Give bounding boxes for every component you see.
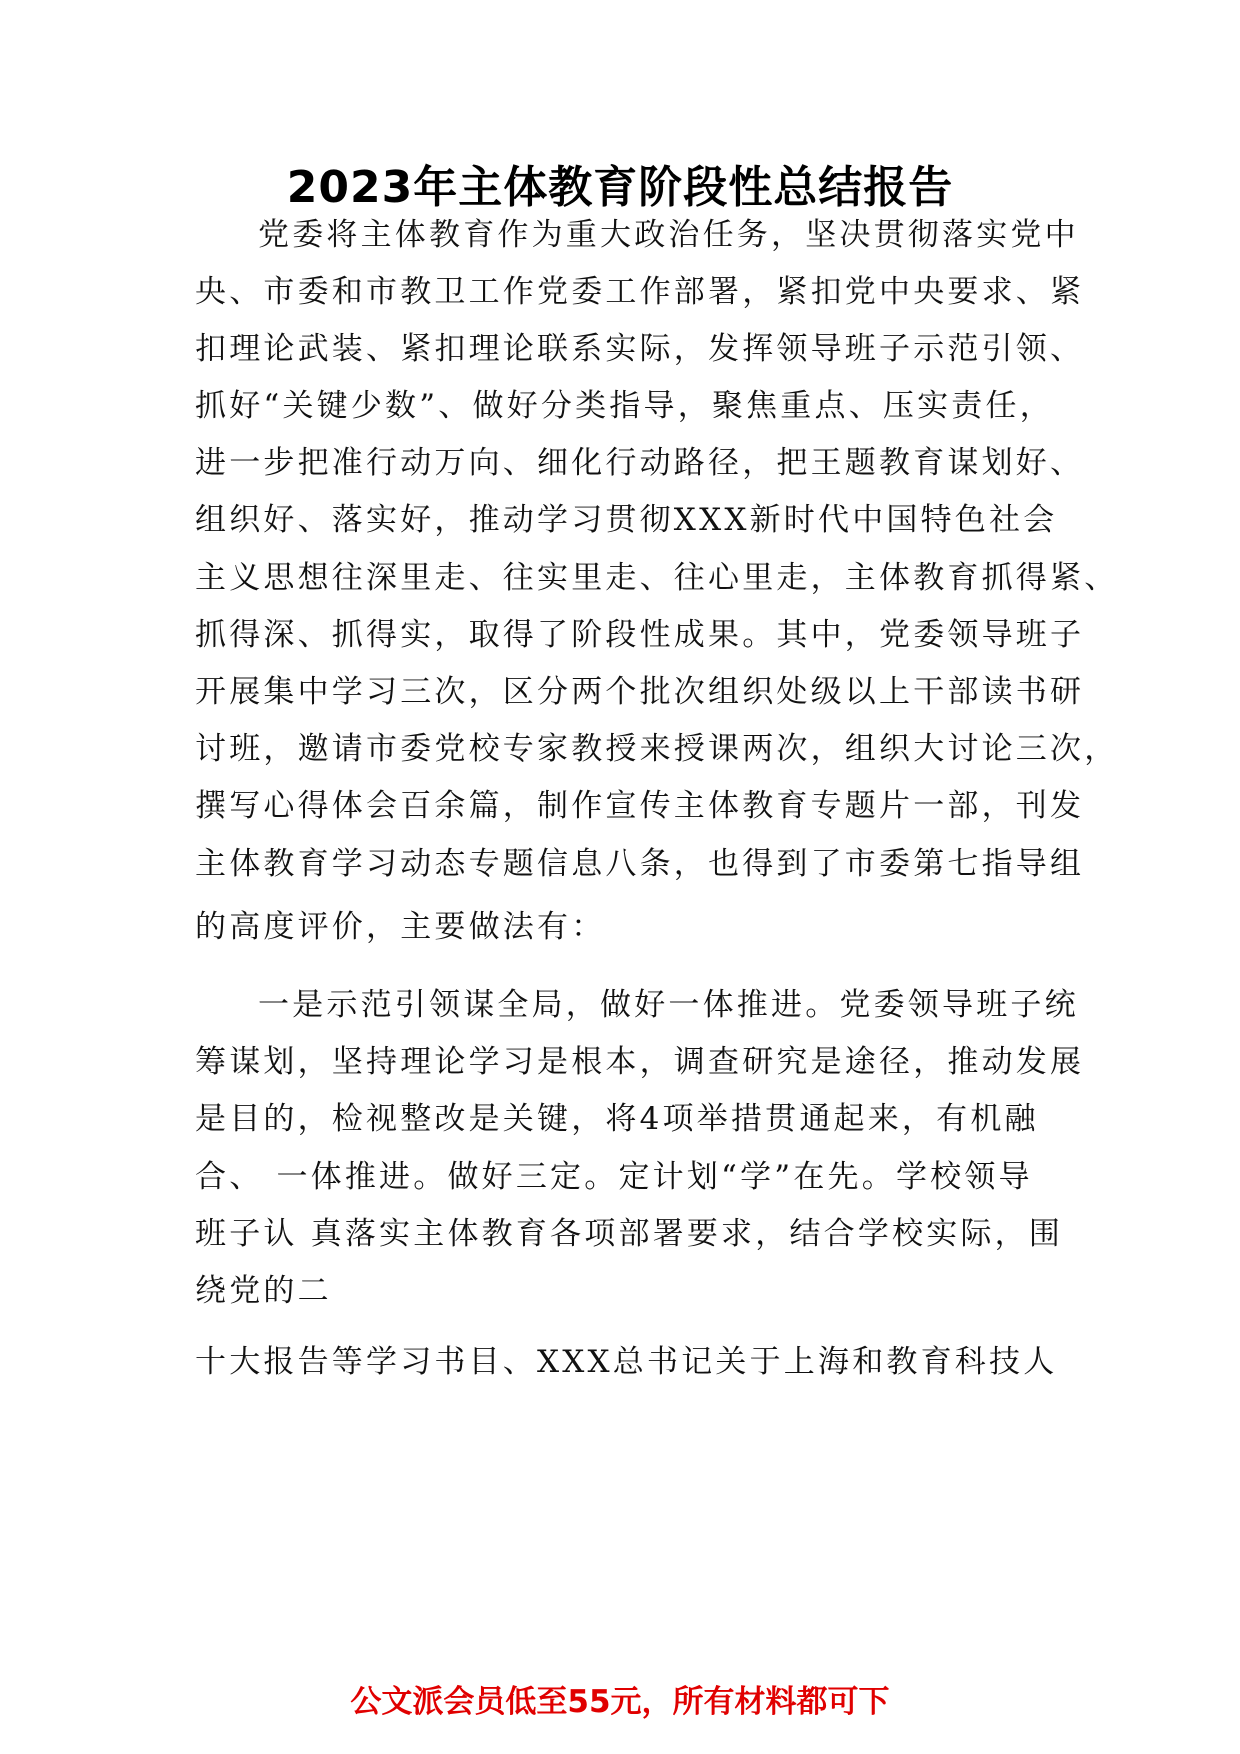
paragraph-line: 抓得深、抓得实，取得了阶段性成果。其中，党委领导班子 xyxy=(195,617,1085,653)
paragraph-line: 的高度评价，主要做法有： xyxy=(195,909,606,945)
paragraph-line: 主体教育学习动态专题信息八条，也得到了市委第七指导组 xyxy=(195,846,1085,882)
promo-banner: 公文派会员低至55元，所有材料都可下 xyxy=(350,1684,890,1720)
paragraph-line: 班子认 真落实主体教育各项部署要求，结合学校实际，围 xyxy=(195,1216,1064,1252)
paragraph-line: 主义思想往深里走、往实里走、往心里走，主体教育抓得紧、 xyxy=(195,560,1119,596)
paragraph-line: 是目的，检视整改是关键，将4项举措贯通起来，有机融 xyxy=(195,1101,1039,1137)
paragraph-line: 扣理论武装、紧扣理论联系实际，发挥领导班子示范引领、 xyxy=(195,331,1085,367)
page-title: 2023年主体教育阶段性总结报告 xyxy=(286,162,954,213)
paragraph-line: 十大报告等学习书目、XXX总书记关于上海和教育科技人 xyxy=(195,1344,1058,1380)
paragraph-line: 绕党的二 xyxy=(195,1273,332,1309)
paragraph-line: 开展集中学习三次，区分两个批次组织处级以上干部读书研 xyxy=(195,674,1085,710)
paragraph-line: 撰写心得体会百余篇，制作宣传主体教育专题片一部，刊发 xyxy=(195,788,1085,824)
paragraph-line: 筹谋划，坚持理论学习是根本，调查研究是途径，推动发展 xyxy=(195,1044,1085,1080)
paragraph-line: 合、 一体推进。做好三定。定计划“学”在先。学校领导 xyxy=(195,1159,1033,1195)
paragraph-line: 讨班，邀请市委党校专家教授来授课两次，组织大讨论三次， xyxy=(195,731,1119,767)
paragraph-line: 一是示范引领谋全局，做好一体推进。党委领导班子统 xyxy=(258,987,1079,1023)
paragraph-line: 进一步把准行动万向、细化行动路径，把王题教育谋划好、 xyxy=(195,445,1085,481)
paragraph-line: 抓好“关键少数”、做好分类指导，聚焦重点、压实责任， xyxy=(195,388,1054,424)
paragraph-line: 党委将主体教育作为重大政治任务，坚决贯彻落实党中 xyxy=(258,217,1079,253)
paragraph-line: 组织好、落实好，推动学习贯彻XXX新时代中国特色社会 xyxy=(195,502,1058,538)
paragraph-line: 央、市委和市教卫工作党委工作部署，紧扣党中央要求、紧 xyxy=(195,274,1085,310)
